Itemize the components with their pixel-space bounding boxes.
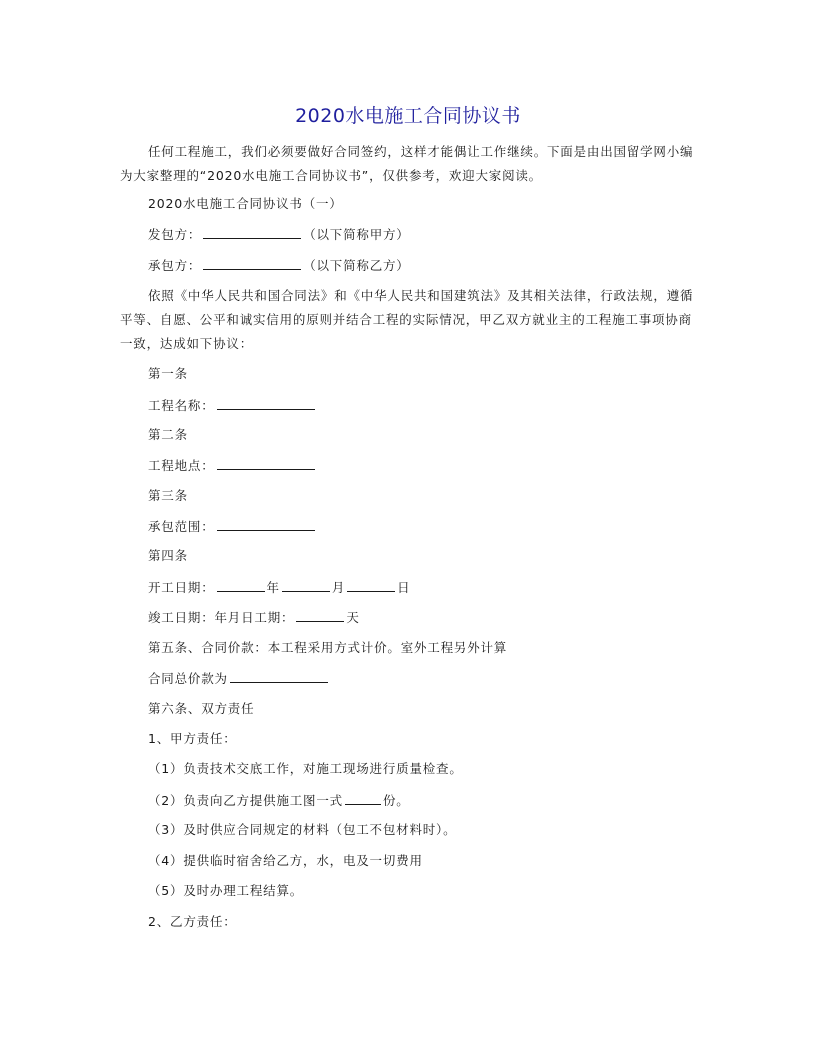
completion-date-label: 竣工日期：年月日工期： (148, 610, 295, 625)
project-name-blank (217, 397, 315, 410)
copies-blank (345, 792, 381, 805)
total-price-line (148, 670, 330, 687)
party-b-suffix: （以下简称乙方） (303, 258, 410, 273)
contract-subtitle: 2020水电施工合同协议书（一） (148, 196, 343, 211)
project-location-blank (217, 457, 315, 470)
party-b-blank (203, 257, 301, 270)
article-6-heading: 第六条、双方责任 (148, 701, 255, 716)
duty-item-2 (148, 792, 410, 809)
article-3-heading: 第三条 (148, 488, 188, 503)
start-date-line (148, 579, 410, 596)
article-4-heading: 第四条 (148, 548, 188, 563)
start-date-label: 开工日期： (148, 580, 215, 595)
contract-scope-label: 承包范围： (148, 519, 215, 534)
article-1-heading: 第一条 (148, 366, 188, 381)
duty-item-2-text: （2）负责向乙方提供施工图一式 (148, 793, 343, 808)
days-unit: 天 (346, 610, 360, 625)
project-location-line (148, 457, 317, 474)
year-unit: 年 (266, 580, 280, 595)
duty-item-4: （4）提供临时宿舍给乙方，水，电及一切费用 (148, 853, 423, 868)
month-unit: 月 (331, 580, 346, 595)
duration-blank (296, 609, 344, 622)
start-year-blank (217, 579, 265, 592)
party-a-duties-heading: 1、甲方责任： (148, 731, 237, 746)
start-month-blank (282, 579, 330, 592)
duty-item-1: （1）负责技术交底工作，对施工现场进行质量检查。 (148, 761, 463, 776)
total-price-blank (230, 670, 328, 683)
article-2-heading: 第二条 (148, 427, 188, 442)
total-price-label: 合同总价款为 (148, 671, 228, 686)
duty-item-3: （3）及时供应合同规定的材料（包工不包材料时）。 (148, 822, 457, 837)
party-a-line (148, 226, 410, 243)
party-a-label: 发包方： (148, 227, 202, 242)
duty-item-5: （5）及时办理工程结算。 (148, 883, 304, 898)
party-a-blank (203, 226, 301, 239)
contract-scope-line (148, 518, 317, 535)
intro-paragraph: 任何工程施工，我们必须要做好合同签约，这样才能偶让工作继续。下面是由出国留学网小编为大家整理的“2020水电施工合同协议书”，仅供参考，欢迎大家阅读。 (120, 144, 694, 183)
party-b-line (148, 257, 410, 274)
project-name-line (148, 397, 317, 414)
project-location-label: 工程地点： (148, 458, 215, 473)
party-a-suffix: （以下简称甲方） (303, 227, 410, 242)
start-day-blank (347, 579, 395, 592)
completion-date-line (148, 609, 360, 626)
project-name-label: 工程名称： (148, 398, 215, 413)
party-b-duties-heading: 2、乙方责任： (148, 914, 237, 929)
contract-scope-blank (217, 518, 315, 531)
day-unit: 日 (397, 580, 411, 595)
document-title: 2020水电施工合同协议书 (295, 105, 521, 127)
duty-item-2-suffix: 份。 (382, 793, 410, 808)
legal-basis-paragraph: 依照《中华人民共和国合同法》和《中华人民共和国建筑法》及其相关法律，行政法规，遵循平等、自愿、公平和诚实信用的原则并结合工程的实际情况，甲乙双方就业主的工程施工事项协商一致，达成如下协议： (120, 288, 694, 351)
article-5-text: 第五条、合同价款：本工程采用方式计价。室外工程另外计算 (148, 640, 508, 655)
party-b-label: 承包方： (148, 258, 202, 273)
